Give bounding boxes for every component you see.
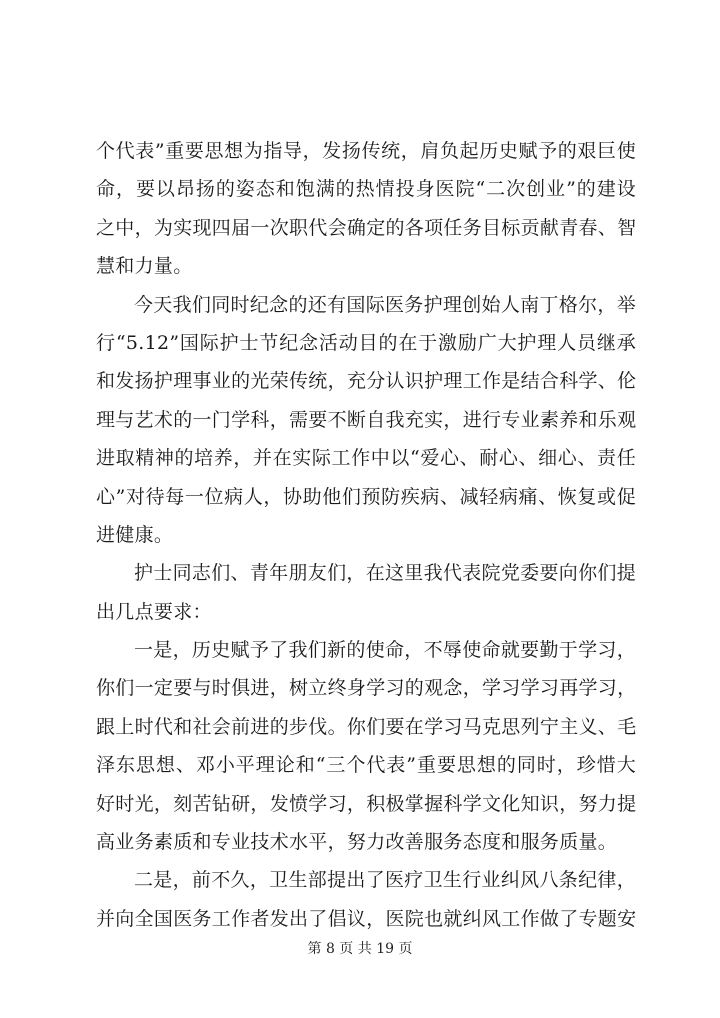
text-line: 出几点要求： [96,600,212,623]
text-line: 和发扬护理事业的光荣传统，充分认识护理工作是结合科学、伦 [96,370,637,393]
paragraph-start-line: 二是，前不久，卫生部提出了医疗卫生行业纠风八条纪律， [134,869,636,892]
text-line: 跟上时代和社会前进的步伐。你们要在学习马克思列宁主义、毛 [96,715,637,738]
text-line: 命，要以昂扬的姿态和饱满的热情投身医院“二次创业”的建设 [96,178,636,201]
text-line: 高业务素质和专业技术水平，努力改善服务态度和服务质量。 [96,831,618,854]
text-line: 好时光，刻苦钻研，发愤学习，积极掌握科学文化知识，努力提 [96,792,637,815]
text-line: 进取精神的培养，并在实际工作中以“爱心、耐心、细心、责任 [96,447,636,470]
text-line: 你们一定要与时俱进，树立终身学习的观念，学习学习再学习， [96,677,637,700]
text-line: 并向全国医务工作者发出了倡议，医院也就纠风工作做了专题安 [96,907,637,930]
text-line: 行“5.12”国际护士节纪念活动目的在于激励广大护理人员继承 [96,331,636,354]
text-line: 理与艺术的一门学科，需要不断自我充实，进行专业素养和乐观 [96,408,637,431]
body-text [96,132,636,938]
paragraph-start-line: 一是，历史赋予了我们新的使命，不辱使命就要勤于学习， [134,639,636,662]
text-line: 心”对待每一位病人，协助他们预防疾病、减轻病痛、恢复或促 [96,485,636,508]
paragraph-start-line: 护士同志们、青年朋友们，在这里我代表院党委要向你们提 [134,562,636,585]
text-line: 慧和力量。 [96,255,193,278]
text-line: 进健康。 [96,523,174,546]
page-number-footer: 第 8 页 共 19 页 [307,941,413,957]
text-line: 个代表”重要思想为指导，发扬传统，肩负起历史赋予的艰巨使 [96,140,636,162]
text-line: 之中，为实现四届一次职代会确定的各项任务目标贡献青春、智 [96,216,637,239]
paragraph-start-line: 今天我们同时纪念的还有国际医务护理创始人南丁格尔，举 [134,293,636,316]
text-line: 泽东思想、邓小平理论和“三个代表”重要思想的同时，珍惜大 [96,754,636,777]
